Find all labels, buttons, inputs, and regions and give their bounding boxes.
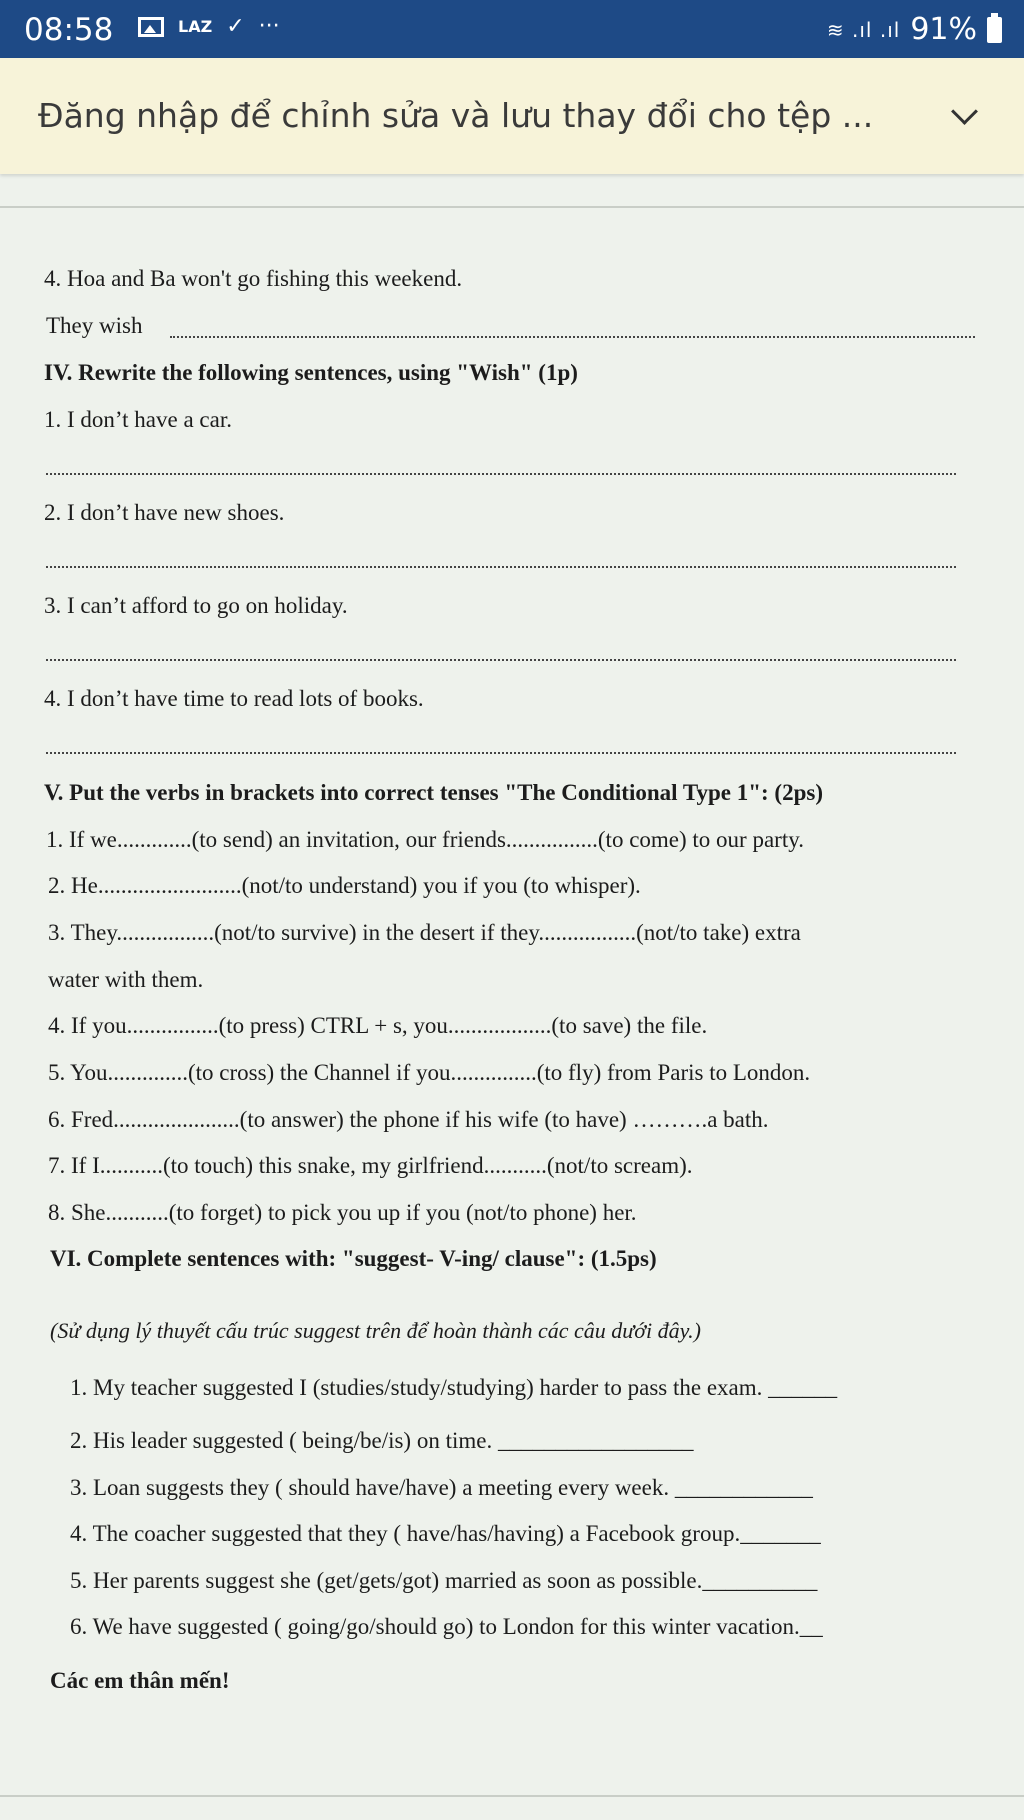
section-6-item: 2. His leader suggested ( being/be/is) on time. _________________ <box>70 1428 694 1453</box>
checkmark-icon: ✓ <box>226 14 245 39</box>
section-5-item: 1. If we.............(to send) an invitation, our friends................(to come) to our party. <box>46 827 804 852</box>
section-4-item: 2. I don’t have new shoes. <box>44 500 285 525</box>
answer-line <box>170 336 975 338</box>
section-5-item: 8. She...........(to forget) to pick you up if you (not/to phone) her. <box>48 1200 637 1225</box>
section-5-item: 2. He.........................(not/to understand) you if you (to whisper). <box>48 873 641 898</box>
divider <box>0 206 1024 208</box>
answer-line <box>46 473 956 475</box>
prev-item: 4. Hoa and Ba won't go fishing this weekend. <box>44 266 463 291</box>
section-5-item: 5. You..............(to cross) the Channel if you...............(to fly) from Paris to London. <box>48 1060 811 1085</box>
login-banner-text[interactable]: Đăng nhập để chỉnh sửa và lưu thay đổi cho tệp ... <box>38 96 874 135</box>
section-6-note: (Sử dụng lý thuyết cấu trúc suggest trên để hoàn thành các câu dưới đây.) <box>50 1318 701 1343</box>
closing-text: Các em thân mến! <box>50 1668 230 1693</box>
system-icons <box>827 12 1002 47</box>
status-time: 08:58 <box>24 12 114 48</box>
prev-answer-label: They wish <box>46 313 143 338</box>
section-4-item: 4. I don’t have time to read lots of books. <box>44 686 424 711</box>
section-6-item: 3. Loan suggests they ( should have/have) a meeting every week. ____________ <box>70 1475 813 1500</box>
chevron-down-icon[interactable] <box>951 98 978 125</box>
section-5-item: 6. Fred......................(to answer) the phone if his wife (to have) ……….a bath. <box>48 1107 769 1132</box>
wifi-signal-icon: ≋ .ıl .ıl <box>826 17 901 42</box>
section-6-item: 6. We have suggested ( going/go/should go) to London for this winter vacation.__ <box>70 1614 823 1639</box>
answer-line <box>46 752 956 754</box>
more-icon: ··· <box>258 14 280 39</box>
section-5-heading: V. Put the verbs in brackets into correct tenses "The Conditional Type 1": (2ps) <box>44 780 823 805</box>
section-6-heading: VI. Complete sentences with: "suggest- V-ing/ clause": (1.5ps) <box>50 1246 657 1271</box>
section-5-item: 7. If I...........(to touch) this snake, my girlfriend...........(not/to scream). <box>48 1153 693 1178</box>
section-4-heading: IV. Rewrite the following sentences, using "Wish" (1p) <box>44 360 578 385</box>
answer-line <box>46 659 956 661</box>
status-bar <box>0 0 1024 58</box>
section-5-item: 3. They.................(not/to survive) in the desert if they.................(not/to take) extra <box>48 920 801 945</box>
battery-icon <box>987 17 1002 43</box>
section-5-item: 4. If you................(to press) CTRL + s, you..................(to save) the file. <box>48 1013 708 1038</box>
section-4-item: 3. I can’t afford to go on holiday. <box>44 593 348 618</box>
login-banner[interactable] <box>0 58 1024 174</box>
notification-icons <box>138 14 280 39</box>
section-6-item: 4. The coacher suggested that they ( have/has/having) a Facebook group._______ <box>70 1521 821 1546</box>
gallery-icon <box>138 17 164 37</box>
carrier-icon: LAZ <box>178 17 213 36</box>
section-6-item: 5. Her parents suggest she (get/gets/got) married as soon as possible.__________ <box>70 1568 818 1593</box>
answer-line <box>46 566 956 568</box>
battery-level: 91% <box>910 12 977 47</box>
divider <box>0 1795 1024 1797</box>
section-6-item: 1. My teacher suggested I (studies/study/studying) harder to pass the exam. ______ <box>70 1375 838 1400</box>
section-5-item: water with them. <box>48 967 204 992</box>
section-4-item: 1. I don’t have a car. <box>44 407 232 432</box>
